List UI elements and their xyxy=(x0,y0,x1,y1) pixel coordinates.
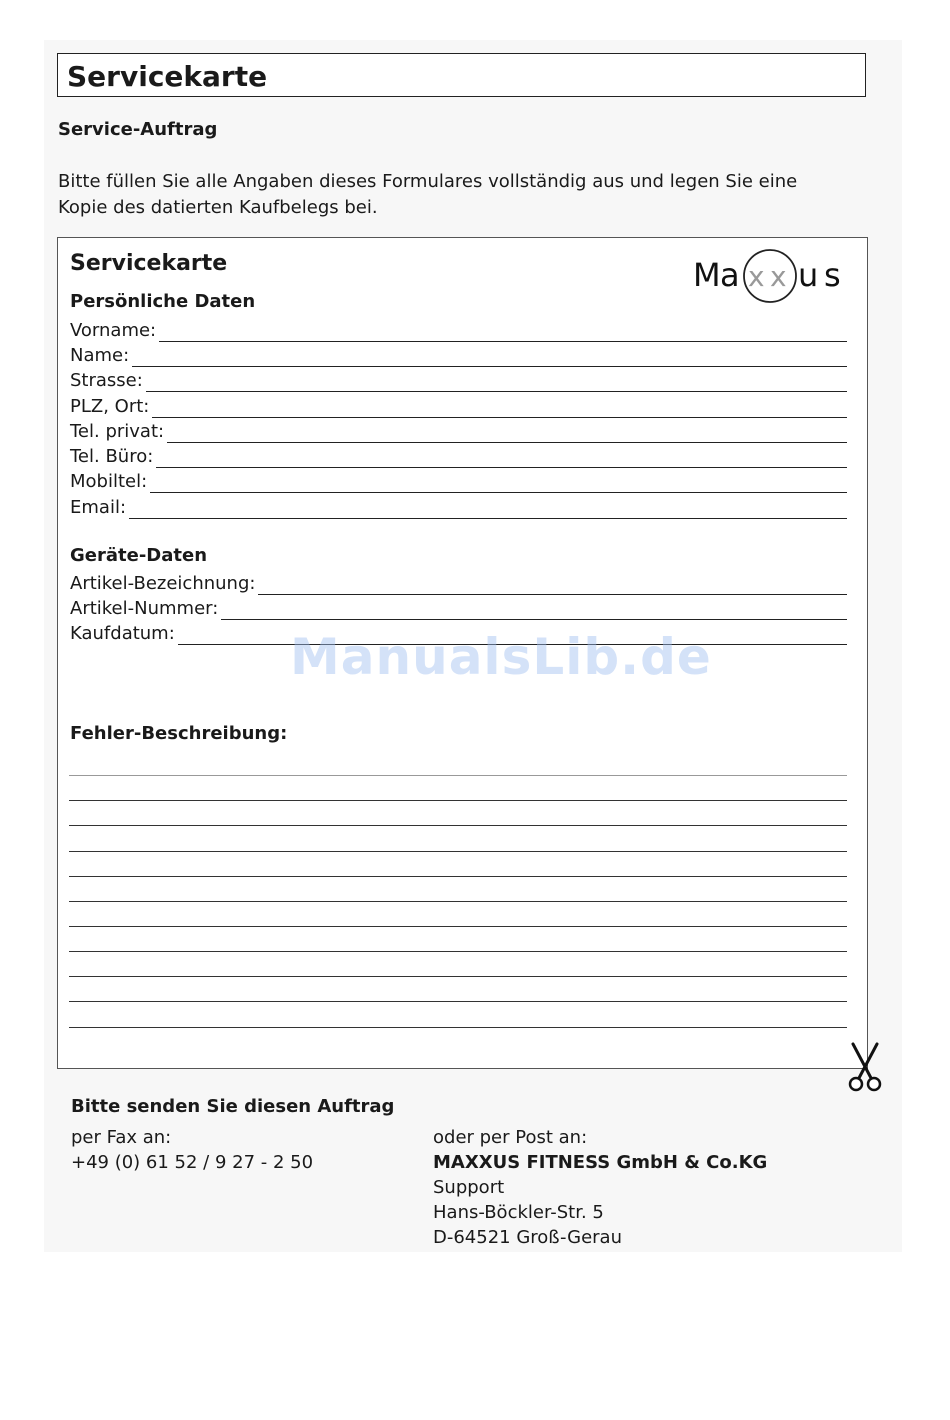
watermark: ManualsLib.de xyxy=(290,628,712,686)
svg-text:x: x xyxy=(770,260,787,293)
description-line[interactable] xyxy=(69,926,847,927)
description-line[interactable] xyxy=(69,876,847,877)
field-label: Vorname: xyxy=(70,320,157,341)
input-line[interactable] xyxy=(221,601,847,620)
field-mobiltel[interactable] xyxy=(70,469,847,493)
street-address: Hans-Böckler-Str. 5 xyxy=(433,1202,604,1223)
fax-number: +49 (0) 61 52 / 9 27 - 2 50 xyxy=(71,1152,314,1173)
input-line[interactable] xyxy=(159,323,847,342)
scissors-icon xyxy=(845,1042,885,1094)
field-tel-privat[interactable] xyxy=(70,419,847,443)
description-line[interactable] xyxy=(69,1027,847,1028)
maxxus-logo xyxy=(690,248,850,306)
input-line[interactable] xyxy=(156,449,847,468)
postal-address xyxy=(433,1125,767,1250)
intro-text xyxy=(58,169,858,221)
svg-text:x: x xyxy=(748,260,765,293)
field-strasse[interactable] xyxy=(70,368,847,392)
field-plz-ort[interactable] xyxy=(70,394,847,418)
field-label: Strasse: xyxy=(70,370,143,391)
description-line[interactable] xyxy=(69,775,847,776)
field-vorname[interactable] xyxy=(70,318,847,342)
section-subheading: Service-Auftrag xyxy=(58,119,218,140)
device-data-heading: Geräte-Daten xyxy=(70,545,208,566)
input-line[interactable] xyxy=(167,424,847,443)
post-label: oder per Post an: xyxy=(433,1127,588,1148)
field-tel-buero[interactable] xyxy=(70,444,847,468)
page-title-box xyxy=(57,53,866,97)
input-line[interactable] xyxy=(150,474,847,493)
personal-data-heading: Persönliche Daten xyxy=(70,291,256,312)
field-label: Tel. privat: xyxy=(70,421,165,442)
description-line[interactable] xyxy=(69,901,847,902)
description-line[interactable] xyxy=(69,951,847,952)
intro-line-1: Bitte füllen Sie alle Angaben dieses Formulares vollständig aus und legen Sie eine xyxy=(58,171,798,192)
input-line[interactable] xyxy=(258,576,847,595)
city-address: D-64521 Groß-Gerau xyxy=(433,1227,622,1248)
description-line[interactable] xyxy=(69,851,847,852)
department: Support xyxy=(433,1177,505,1198)
svg-text:a: a xyxy=(720,256,740,294)
input-line[interactable] xyxy=(146,373,847,392)
field-label: Artikel-Nummer: xyxy=(70,598,219,619)
fax-contact xyxy=(71,1125,313,1175)
svg-text:s: s xyxy=(824,256,841,294)
field-artikel-nummer[interactable] xyxy=(70,596,847,620)
field-label: Mobiltel: xyxy=(70,471,148,492)
input-line[interactable] xyxy=(152,399,847,418)
svg-text:u: u xyxy=(798,256,819,294)
page-title: Servicekarte xyxy=(67,60,268,93)
error-description-heading: Fehler-Beschreibung: xyxy=(70,723,288,744)
field-label: Email: xyxy=(70,497,127,518)
description-line[interactable] xyxy=(69,976,847,977)
field-label: PLZ, Ort: xyxy=(70,396,150,417)
description-line[interactable] xyxy=(69,825,847,826)
intro-line-2: Kopie des datierten Kaufbelegs bei. xyxy=(58,197,378,218)
send-instruction-heading: Bitte senden Sie diesen Auftrag xyxy=(71,1096,395,1117)
description-line[interactable] xyxy=(69,1001,847,1002)
company-name: MAXXUS FITNESS GmbH & Co.KG xyxy=(433,1152,768,1173)
field-label: Name: xyxy=(70,345,130,366)
input-line[interactable] xyxy=(129,500,847,519)
field-name[interactable] xyxy=(70,343,847,367)
svg-text:M: M xyxy=(693,256,721,294)
input-line[interactable] xyxy=(132,348,847,367)
card-title: Servicekarte xyxy=(70,251,228,276)
field-label: Artikel-Bezeichnung: xyxy=(70,573,256,594)
field-email[interactable] xyxy=(70,495,847,519)
field-label: Tel. Büro: xyxy=(70,446,154,467)
fax-label: per Fax an: xyxy=(71,1127,172,1148)
description-line[interactable] xyxy=(69,800,847,801)
field-artikel-bezeichnung[interactable] xyxy=(70,571,847,595)
field-label: Kaufdatum: xyxy=(70,623,175,644)
